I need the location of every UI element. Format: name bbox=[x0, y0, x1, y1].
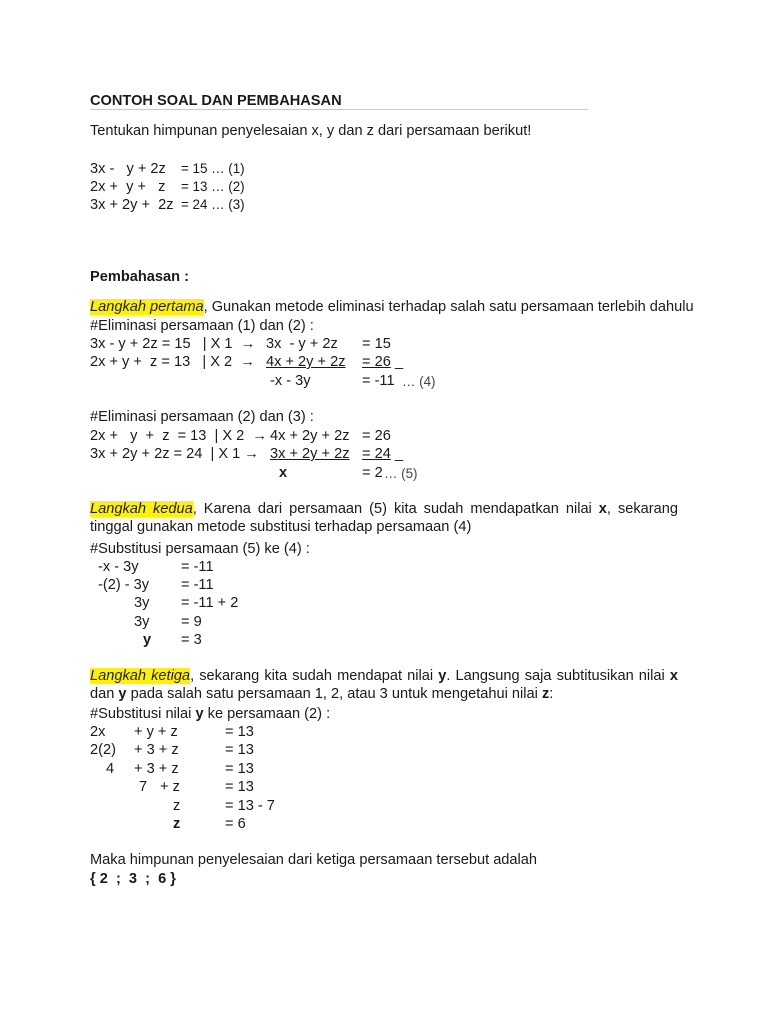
elim2-minus-mark: _ bbox=[395, 446, 404, 462]
step3-text-e: : bbox=[549, 686, 554, 703]
elim2-eq-2: 3x + 2y + 2z = 24 | X 1 → bbox=[90, 446, 259, 462]
conclusion-text: Maka himpunan penyelesaian dari ketiga persamaan tersebut adalah bbox=[90, 852, 538, 868]
system-eq-1-rhs: = 15 … (1) bbox=[181, 161, 245, 176]
elim1-val-1: = 15 bbox=[362, 336, 391, 352]
elim1-label-4: … (4) bbox=[402, 374, 436, 389]
step3-row-1-b: + y + z bbox=[134, 724, 178, 740]
step2-text-b: , sekarang tinggal gunakan metode substitusi terhadap persamaan (4) bbox=[90, 501, 678, 536]
elim2-val-3: = 2 bbox=[362, 465, 383, 481]
step3-paragraph bbox=[90, 667, 678, 704]
elim1-res-2: 4x + 2y + 2z bbox=[266, 354, 346, 370]
step3-subst-title-y: y bbox=[195, 706, 204, 722]
answer-set: { 2 ; 3 ; 6 } bbox=[90, 871, 176, 887]
step3-text-a: , sekarang kita sudah mendapat nilai bbox=[190, 668, 439, 684]
step3-row-4-a: 7 bbox=[139, 779, 148, 795]
step3-bold-y2: y bbox=[118, 686, 127, 703]
step3-row-1-r: = 13 bbox=[225, 724, 254, 740]
step2-row-2-l: -(2) - 3y bbox=[98, 577, 150, 593]
elim2-title: #Eliminasi persamaan (2) dan (3) : bbox=[90, 409, 314, 425]
step3-text-b: . Langsung saja subtitusikan nilai bbox=[446, 668, 670, 684]
elim2-val-2: = 24 bbox=[362, 446, 391, 462]
step1-label: Langkah pertama bbox=[90, 299, 204, 315]
step2-bold-x: x bbox=[598, 501, 607, 517]
step1-text: , Gunakan metode eliminasi terhadap salah satu persamaan terlebih dahulu bbox=[203, 299, 694, 315]
step3-row-3-b: + 3 + z bbox=[134, 761, 179, 777]
system-eq-3-rhs: = 24 … (3) bbox=[181, 197, 245, 212]
elim1-val-3: = -11 bbox=[362, 373, 395, 389]
step2-row-3-r: = -11 + 2 bbox=[181, 595, 239, 611]
step1-paragraph bbox=[90, 298, 694, 316]
step2-row-5-r: = 3 bbox=[181, 632, 202, 648]
step3-row-2-r: = 13 bbox=[225, 742, 254, 758]
step3-label: Langkah ketiga bbox=[90, 668, 191, 684]
step2-row-3-l: 3y bbox=[134, 595, 150, 611]
step3-row-5-r: = 13 - 7 bbox=[225, 798, 275, 814]
step3-row-6-b: z bbox=[173, 816, 181, 832]
step3-bold-z: z bbox=[541, 686, 550, 703]
step2-row-5-l: y bbox=[143, 632, 152, 648]
step3-row-2-b: + 3 + z bbox=[134, 742, 179, 758]
elim1-res-3: -x - 3y bbox=[270, 373, 311, 389]
step3-bold-y: y bbox=[438, 668, 447, 684]
elim2-eq-1: 2x + y + z = 13 | X 2 → bbox=[90, 428, 267, 444]
step2-row-4-l: 3y bbox=[134, 614, 150, 630]
intro-text: Tentukan himpunan penyelesaian x, y dan z dari persamaan berikut! bbox=[90, 123, 532, 139]
step3-row-4-r: = 13 bbox=[225, 779, 254, 795]
elim1-minus-mark: _ bbox=[395, 354, 404, 370]
step3-row-4-b: + z bbox=[160, 779, 180, 795]
system-eq-2-lhs: 2x + y + z bbox=[90, 179, 166, 195]
step2-label: Langkah kedua bbox=[90, 501, 193, 517]
system-eq-3-lhs: 3x + 2y + 2z bbox=[90, 197, 174, 213]
system-eq-1-lhs: 3x - y + 2z bbox=[90, 161, 166, 177]
step2-row-1-r: = -11 bbox=[181, 559, 214, 575]
elim1-res-1: 3x - y + 2z bbox=[266, 336, 338, 352]
elim1-val-2: = 26 bbox=[362, 354, 391, 370]
step2-paragraph bbox=[90, 500, 678, 537]
step2-subst-title: #Substitusi persamaan (5) ke (4) : bbox=[90, 541, 310, 557]
step3-row-5-b: z bbox=[173, 798, 181, 814]
step2-text-a: , Karena dari persamaan (5) kita sudah mendapatkan nilai bbox=[192, 501, 599, 517]
step3-subst-title-a: #Substitusi nilai bbox=[90, 706, 196, 722]
step3-row-2-a: 2(2) bbox=[90, 742, 116, 758]
page-title: CONTOH SOAL DAN PEMBAHASAN bbox=[90, 93, 342, 109]
elim2-res-3: x bbox=[279, 465, 288, 481]
pembahasan-heading: Pembahasan : bbox=[90, 269, 189, 285]
step2-row-2-r: = -11 bbox=[181, 577, 214, 593]
elim2-res-1: 4x + 2y + 2z bbox=[270, 428, 350, 444]
step3-row-3-a: 4 bbox=[106, 761, 115, 777]
elim1-eq-2: 2x + y + z = 13 | X 2 → bbox=[90, 354, 255, 370]
step3-row-3-r: = 13 bbox=[225, 761, 254, 777]
step3-text-c: dan bbox=[90, 686, 119, 703]
elim1-eq-1: 3x - y + 2z = 15 | X 1 → bbox=[90, 336, 256, 352]
elim2-label-5: … (5) bbox=[384, 466, 418, 481]
system-eq-2-rhs: = 13 … (2) bbox=[181, 179, 245, 194]
step2-row-1-l: -x - 3y bbox=[98, 559, 139, 575]
title-rule bbox=[90, 109, 588, 110]
step3-row-1-a: 2x bbox=[90, 724, 106, 740]
step3-subst-title bbox=[90, 705, 330, 723]
step3-subst-title-b: ke persamaan (2) : bbox=[203, 706, 331, 722]
step3-bold-x: x bbox=[669, 668, 678, 684]
step2-row-4-r: = 9 bbox=[181, 614, 202, 630]
step3-row-6-r: = 6 bbox=[225, 816, 246, 832]
elim2-val-1: = 26 bbox=[362, 428, 391, 444]
elim2-res-2: 3x + 2y + 2z bbox=[270, 446, 350, 462]
elim1-title: #Eliminasi persamaan (1) dan (2) : bbox=[90, 318, 314, 334]
step3-text-d: pada salah satu persamaan 1, 2, atau 3 untuk mengetahui nilai bbox=[126, 686, 542, 703]
